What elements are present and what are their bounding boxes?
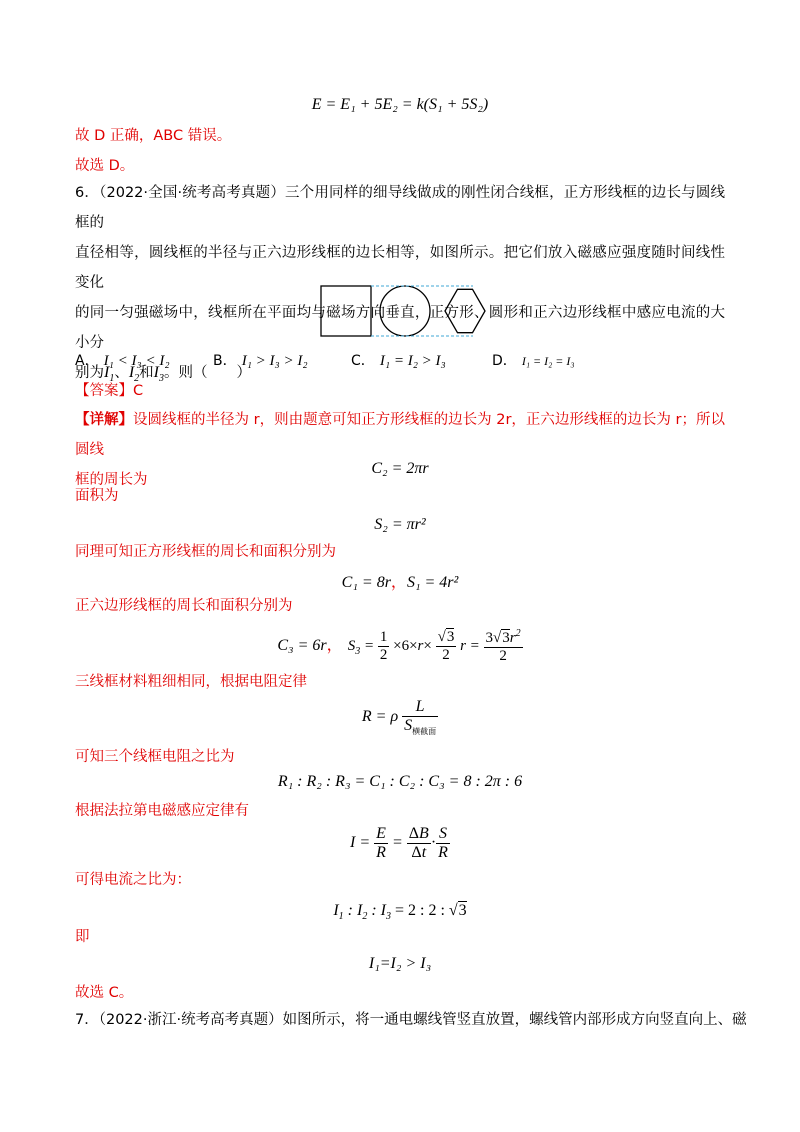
ratio-r-label: 可知三个线框电阻之比为 bbox=[75, 749, 235, 765]
loops-figure bbox=[315, 282, 490, 340]
subscript-cross-section: 横截面 bbox=[412, 727, 437, 737]
q7-source: （2022·浙江·统考高考真题） bbox=[98, 1012, 283, 1028]
formula-faraday bbox=[0, 825, 800, 862]
option-b-label: B． bbox=[213, 353, 237, 369]
hex-label: 正六边形线框的周长和面积分别为 bbox=[75, 598, 293, 614]
q6-sep-1: 、 bbox=[114, 365, 129, 381]
option-d-expr: I₁ = I₂ = I₃ bbox=[521, 354, 575, 368]
choose-d: 故选 D。 bbox=[75, 158, 135, 174]
option-d-label: D． bbox=[492, 353, 517, 369]
var-i2: $I_2$ bbox=[128, 364, 140, 385]
option-c-label: C． bbox=[351, 353, 375, 369]
formula-s2: S₂ = πr² bbox=[374, 516, 426, 533]
option-a-label: A． bbox=[75, 353, 99, 369]
option-a-expr: I₁ < I₃ < I₂ bbox=[103, 353, 170, 369]
q7-text: 如图所示，将一通电螺线管竖直放置，螺线管内部形成方向竖直向上、磁 bbox=[282, 1012, 747, 1028]
faraday-label: 根据法拉第电磁感应定律有 bbox=[75, 803, 249, 819]
ji-label: 即 bbox=[75, 929, 90, 945]
q6-text-4-pre: 别为 bbox=[75, 365, 104, 381]
option-b[interactable] bbox=[213, 350, 308, 370]
top-formula: E = E₁ + 5E₂ = k(S₁ + 5S₂) bbox=[311, 96, 489, 113]
q6-text-1: 三个用同样的细导线做成的刚性闭合线框，正方形线框的边长与圆线框的 bbox=[75, 185, 725, 231]
q6-text-2: 直径相等，圆线框的半径与正六边形线框的边长相等，如图所示。把它们放入磁感应强度随时间线性变化 bbox=[75, 245, 725, 291]
circle-loop bbox=[380, 286, 430, 336]
option-c[interactable] bbox=[351, 350, 446, 370]
option-a[interactable] bbox=[75, 350, 170, 370]
var-i3: $I_3$ bbox=[153, 364, 164, 385]
var-i1: $I_1$ bbox=[104, 364, 115, 385]
formula-c3: C₃ = 6r bbox=[277, 636, 327, 654]
ratio-i-label: 可得电流之比为： bbox=[75, 872, 191, 888]
area-label: 面积为 bbox=[75, 488, 119, 504]
formula-hex: C₃ = 6r， $S_3$ = $\frac{1}{2}$ ×6×r× $\frac{√3}{2}$ r = $\frac{3√3r^2}{2}$ bbox=[277, 628, 521, 664]
hexagon-loop bbox=[445, 289, 485, 332]
choose-c: 故选 C。 bbox=[75, 985, 134, 1001]
q6-number: 6． bbox=[75, 185, 100, 201]
q6-text-3: 的同一匀强磁场中，线框所在平面均与磁场方向垂直，正方形、圆形和正六边形线框中感应电流的大小分 bbox=[75, 305, 725, 351]
detail-line-1: 设圆线框的半径为 r，则由题意可知正方形线框的边长为 2r，正六边形线框的边长为 r；所以圆线 bbox=[75, 412, 726, 458]
formula-s3: $S_3$ = $\frac{1}{2}$ ×6×r× $\frac{√3}{2}$ r = $\frac{3√3r^2}{2}$ bbox=[347, 628, 521, 664]
detail-line-2: 框的周长为 bbox=[75, 472, 148, 488]
formula-resistance bbox=[0, 698, 800, 737]
formula-c2: C₂ = 2πr bbox=[371, 460, 429, 477]
formula-i: I = $\frac{E}{R}$ = $\frac{\Delta B}{\Delta t}$ · $\frac{S}{R}$ bbox=[350, 825, 448, 861]
q6-source: （2022·全国·统考高考真题） bbox=[99, 185, 286, 201]
formula-ratio-i-expr: $I_1$ : $I_2$ : $I_3 = 2$ : 2 : √3 bbox=[333, 902, 467, 923]
square-label: 同理可知正方形线框的周长和面积分别为 bbox=[75, 544, 336, 560]
question-7 bbox=[75, 1012, 747, 1029]
option-b-expr: I₁ > I₃ > I₂ bbox=[241, 353, 308, 369]
answer-line: 【答案】C bbox=[75, 383, 144, 399]
formula-ratio-r: R₁ : R₂ : R₃ = C₁ : C₂ : C₃ = 8 : 2π : 6 bbox=[277, 773, 523, 790]
formula-ratio-i bbox=[0, 900, 800, 922]
formula-square: C₁ = 8r，S₁ = 4r² bbox=[341, 572, 459, 591]
q7-number: 7． bbox=[75, 1012, 99, 1028]
conclusion-d: 故 D 正确，ABC 错误。 bbox=[75, 128, 232, 144]
formula-c1: C₁ = 8r bbox=[341, 574, 391, 591]
formula-s1: S₁ = 4r² bbox=[406, 574, 459, 591]
formula-final: I₁=I₂ > I₃ bbox=[368, 955, 432, 972]
detail-paragraph bbox=[75, 405, 725, 495]
option-d[interactable] bbox=[492, 350, 575, 370]
q6-text-4-post: 。则（ ） bbox=[163, 365, 251, 381]
detail-label: 【详解】 bbox=[75, 412, 134, 428]
option-c-expr: I₁ = I₂ > I₃ bbox=[379, 353, 446, 369]
square-loop bbox=[321, 286, 371, 336]
q6-sep-2: 和 bbox=[139, 365, 154, 381]
resist-label: 三线框材料粗细相同，根据电阻定律 bbox=[75, 674, 307, 690]
formula-r: R = ρ $\frac{L}{S_{横截面}}$ bbox=[361, 698, 437, 737]
